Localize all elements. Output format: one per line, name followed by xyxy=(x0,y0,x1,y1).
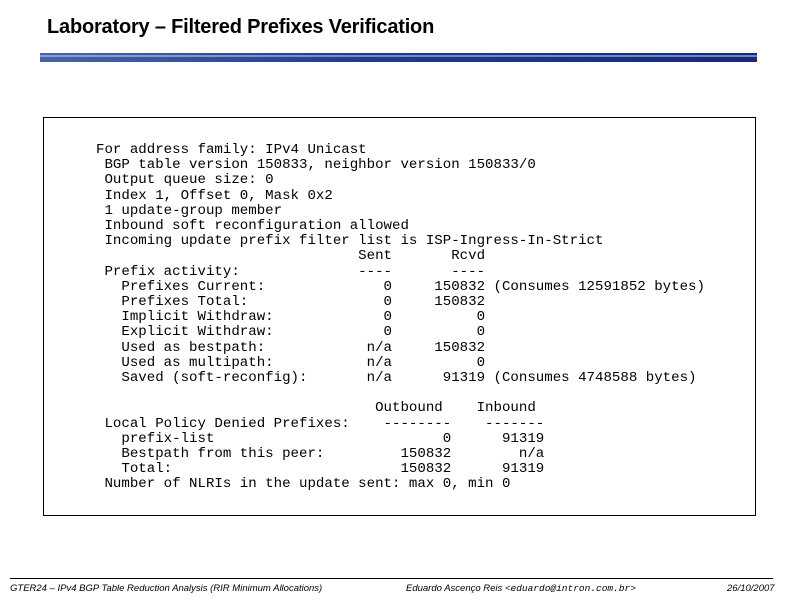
footer-event-title: GTER24 – IPv4 BGP Table Reduction Analysis (RIR Minimum Allocations) xyxy=(10,583,323,594)
terminal-line: Used as bestpath: n/a 150832 xyxy=(96,339,486,356)
terminal-line: Saved (soft-reconfig): n/a 91319 (Consumes 4748588 bytes) xyxy=(96,370,697,387)
slide-title: Laboratory – Filtered Prefixes Verification xyxy=(47,16,435,38)
terminal-output-box xyxy=(43,117,756,516)
terminal-line: Implicit Withdraw: 0 0 xyxy=(96,309,486,326)
terminal-line: prefix-list 0 91319 xyxy=(96,430,545,447)
footer-author-name: Eduardo Ascenço Reis xyxy=(406,583,503,594)
footer-date: 26/10/2007 xyxy=(727,583,775,594)
terminal-line: 1 update-group member xyxy=(96,202,283,219)
footer-author xyxy=(406,583,636,594)
terminal-line: Used as multipath: n/a 0 xyxy=(96,354,486,371)
terminal-line: Explicit Withdraw: 0 0 xyxy=(96,324,486,341)
footer-email-link[interactable]: eduardo@intron.com.br xyxy=(510,583,631,594)
terminal-line: Incoming update prefix filter list is ISP-Ingress-In-Strict xyxy=(96,233,604,250)
terminal-line: Output queue size: 0 xyxy=(96,172,274,189)
terminal-line: Index 1, Offset 0, Mask 0x2 xyxy=(96,187,333,204)
terminal-line: Total: 150832 91319 xyxy=(96,461,545,478)
terminal-line: Number of NLRIs in the update sent: max 0, min 0 xyxy=(96,476,511,493)
title-underline-bar xyxy=(40,53,757,62)
terminal-output xyxy=(96,143,705,493)
terminal-line: For address family: IPv4 Unicast xyxy=(96,142,367,158)
terminal-line: Inbound soft reconfiguration allowed xyxy=(96,218,409,235)
terminal-line: Prefix activity: ---- ---- xyxy=(96,263,486,280)
terminal-line: Outbound Inbound xyxy=(96,400,536,417)
footer-email-open: < xyxy=(504,583,511,594)
terminal-line: Prefixes Current: 0 150832 (Consumes 12591852 bytes) xyxy=(96,278,705,295)
terminal-line: Prefixes Total: 0 150832 xyxy=(96,294,486,311)
footer-email-close: > xyxy=(630,583,636,594)
footer-divider xyxy=(10,578,773,579)
terminal-line: Local Policy Denied Prefixes: -------- ------- xyxy=(96,415,545,432)
terminal-line: Sent Rcvd xyxy=(96,248,486,265)
terminal-line: BGP table version 150833, neighbor version 150833/0 xyxy=(96,157,536,174)
terminal-line: Bestpath from this peer: 150832 n/a xyxy=(96,446,545,463)
